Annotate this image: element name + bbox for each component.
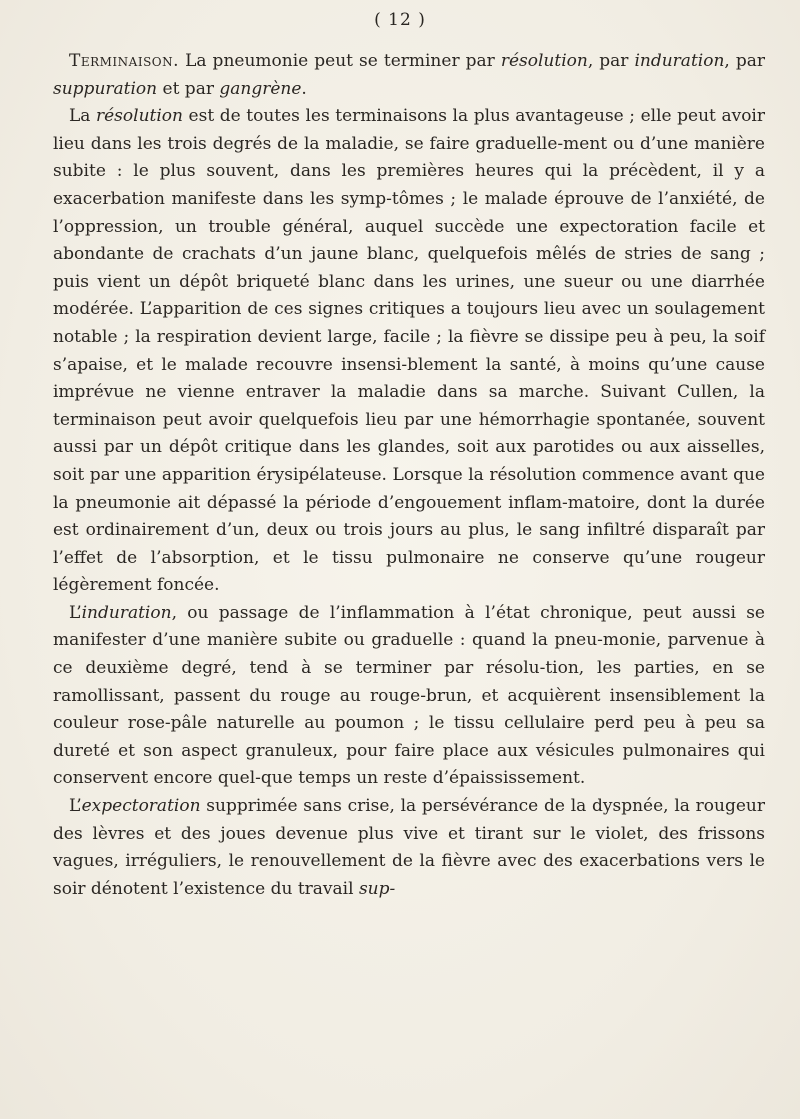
page-number: ( 12 ) xyxy=(374,10,426,30)
text-run: et par xyxy=(157,78,220,99)
text-run: L’ xyxy=(69,602,82,623)
text-run: L’ xyxy=(69,796,82,817)
text-run: supprimée sans crise, la persévérance de la dyspnée, la rougeur des lèvres et des joues devenue plus vive et tirant sur le violet, des frissons vagues, irréguliers, le renouvellement de la fièvre avec des exacerbations vers le soir dénotent l’existence du travail xyxy=(53,796,765,899)
italic-term: résolution xyxy=(96,106,183,127)
text-run: . xyxy=(301,78,307,99)
text-run: , par xyxy=(724,51,766,71)
body-text xyxy=(53,48,765,903)
text-run: est de toutes les terminaisons la plus avantageuse ; elle peut avoir lieu dans les trois degrés de la maladie, se faire graduelle-ment ou d’une manière subite : le plus souvent, dans les premières heures qui la précèdent, il y a exacerbation manifeste dans les symp-tômes ; le malade éprouve de l’anxiété, de l’oppression, un trouble général, auquel succède une expectoration facile et abondante de crachats d’un jaune blanc, quelquefois mêlés de stries de sang ; puis vient un dépôt briqueté blanc dans les urines, une sueur ou une diarrhée modérée. L’apparition de ces signes critiques a toujours lieu avec un soulagement notable ; la respiration devient large, facile ; la fièvre se dissipe peu à peu, la soif s’apaise, et le malade recouvre insensi-blement la santé, à moins qu’une cause imprévue ne vienne entraver la maladie dans sa marche. Suivant Cullen, la terminaison peut avoir quelquefois lieu par une hémorrhagie spontanée, souvent aussi par un dépôt critique dans les glandes, soit aux parotides ou aux aisselles, soit par une apparition érysipélateuse. Lorsque la résolution commence avant que la pneumonie ait dépassé la période d’engouement inflam-matoire, dont la durée est ordinairement d’un, deux ou trois jours au plus, le sang infiltré disparaît par l’effet de l’absorption, et le tissu pulmonaire ne conserve qu’une rougeur légèrement foncée. xyxy=(53,106,765,596)
italic-term: expectoration xyxy=(81,796,201,817)
italic-term: gangrène xyxy=(219,78,302,99)
text-run: , par xyxy=(587,51,635,71)
italic-term: suppuration xyxy=(53,78,158,99)
italic-term: induration xyxy=(81,602,172,623)
text-run: , ou passage de l’inflammation à l’état chronique, peut aussi se manifester d’une manière subite ou graduelle : quand la pneu-monie, parvenue à ce deuxième degré, tend à se terminer par résolu-tion, les parties, en se ramollissant, passent du rouge au rouge-brun, et acquièrent insensiblement la couleur rose-pâle naturelle au poumon ; le tissu cellulaire perd peu à peu sa dureté et son aspect granuleux, pour faire place aux vésicules pulmonaires qui conservent encore quel-que temps un reste d’épaississement. xyxy=(53,602,765,789)
text-run: La pneumonie peut se terminer par xyxy=(179,51,501,71)
italic-term: induration xyxy=(634,51,725,71)
section-heading: Terminaison. xyxy=(69,51,180,71)
paragraph xyxy=(53,48,765,103)
paragraph xyxy=(53,103,765,600)
paragraph xyxy=(53,793,765,903)
italic-term: sup- xyxy=(358,878,396,899)
text-run: La xyxy=(69,106,96,127)
paragraph xyxy=(53,600,765,793)
italic-term: résolution xyxy=(500,51,588,71)
